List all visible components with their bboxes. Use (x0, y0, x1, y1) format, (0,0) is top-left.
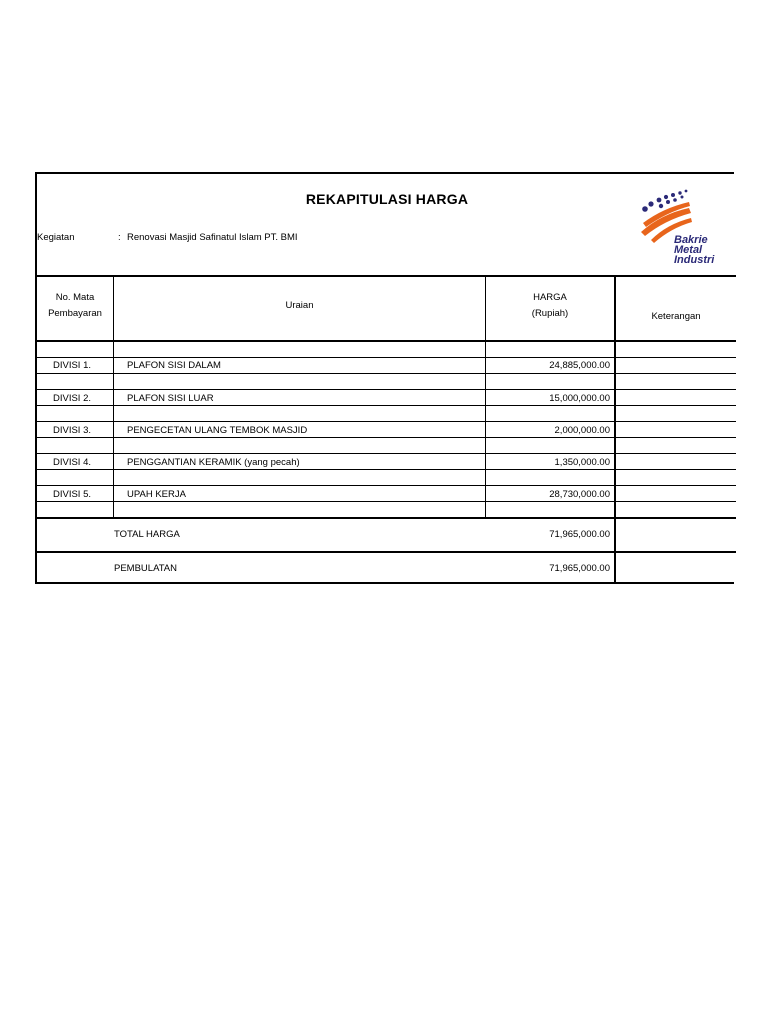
row-2-harga: 15,000,000.00 (549, 393, 610, 404)
header-harga-line2: (Rupiah) (531, 308, 569, 319)
price-recap-sheet (35, 172, 734, 584)
row-line (37, 389, 736, 390)
row-1-uraian: PLAFON SISI DALAM (127, 360, 221, 371)
header-keterangan: Keterangan (651, 311, 701, 322)
header-no-mata-line2: Pembayaran (48, 308, 102, 319)
row-4-uraian: PENGGANTIAN KERAMIK (yang pecah) (127, 457, 300, 468)
kegiatan-separator: : (118, 232, 121, 243)
header-bottom-line (37, 340, 736, 342)
row-2-uraian: PLAFON SISI LUAR (127, 393, 214, 404)
row-line (37, 437, 736, 438)
total-harga-value: 71,965,000.00 (549, 529, 610, 540)
header-uraian: Uraian (285, 300, 314, 311)
header-no-mata-line1: No. Mata (55, 292, 95, 303)
row-line (37, 501, 736, 502)
row-5-uraian: UPAH KERJA (127, 489, 186, 500)
row-3-no: DIVISI 3. (53, 425, 92, 436)
row-line (37, 421, 736, 422)
row-line (37, 405, 736, 406)
row-3-uraian: PENGECETAN ULANG TEMBOK MASJID (127, 425, 308, 436)
bakrie-metal-industries-logo (637, 188, 736, 268)
logo-text-metal: Metal (674, 244, 703, 256)
logo-text-industries: Industri (674, 254, 715, 266)
row-line (37, 485, 736, 486)
row-line (37, 453, 736, 454)
row-1-no: DIVISI 1. (53, 360, 92, 371)
row-5-harga: 28,730,000.00 (549, 489, 610, 500)
header-harga-line1: HARGA (533, 292, 567, 303)
pembulatan-top-line (37, 551, 736, 553)
row-line (37, 469, 736, 470)
total-top-line (37, 517, 736, 519)
pembulatan-value: 71,965,000.00 (549, 563, 610, 574)
row-line (37, 357, 736, 358)
total-harga-label: TOTAL HARGA (114, 529, 180, 540)
kegiatan-label: Kegiatan (37, 232, 75, 243)
row-2-no: DIVISI 2. (53, 393, 92, 404)
document-title: REKAPITULASI HARGA (305, 191, 469, 207)
kegiatan-value: Renovasi Masjid Safinatul Islam PT. BMI (127, 232, 298, 243)
row-1-harga: 24,885,000.00 (549, 360, 610, 371)
row-line (37, 373, 736, 374)
header-top-line (37, 275, 736, 277)
row-4-harga: 1,350,000.00 (554, 457, 610, 468)
pembulatan-label: PEMBULATAN (114, 563, 177, 574)
row-3-harga: 2,000,000.00 (554, 425, 610, 436)
row-5-no: DIVISI 5. (53, 489, 92, 500)
row-4-no: DIVISI 4. (53, 457, 92, 468)
logo-text-bakrie: Bakrie (674, 234, 708, 246)
